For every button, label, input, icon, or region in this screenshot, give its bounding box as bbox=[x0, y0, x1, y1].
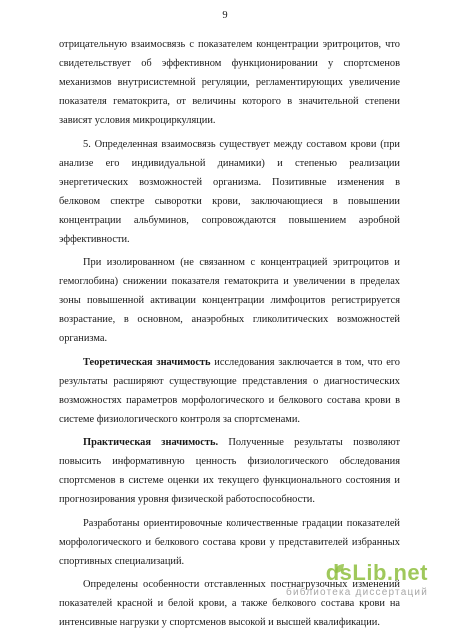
paragraph-3-text: При изолированном (не связанном с концентрацией эритроцитов и гемоглобина) снижении показателя гематокрита и увеличении в пределах зоны повышенной активации концентрации лимфоцитов регистрируется возрастание, в основном, анаэробных гликолитических возможностей организма. bbox=[59, 257, 400, 344]
paragraph-1 bbox=[59, 35, 400, 130]
paragraph-5-text: Полученные результаты позволяют повысить информативную ценность физиологического обследования спортсменов в системе оценки их текущего функционального состояния и прогнозирования уровня физической работоспособности. bbox=[59, 437, 400, 505]
paragraph-1-text: отрицательную взаимосвязь с показателем концентрации эритроцитов, что свидетельствует об эффективном функционировании у спортсменов механизмов внутрисистемной регуляции, регламентирующих увеличение показателя гематокрита, от величины которого в значительной степени зависят условия микроциркуляции. bbox=[59, 39, 400, 126]
paragraph-3 bbox=[59, 253, 400, 348]
paragraph-theoretical-significance bbox=[59, 353, 400, 429]
practical-significance-heading: Практическая значимость. bbox=[83, 437, 219, 448]
page-number: 9 bbox=[222, 10, 228, 21]
watermark-logo: dsLib.net bbox=[325, 560, 428, 585]
watermark bbox=[238, 560, 428, 602]
theoretical-significance-heading: Теоретическая значимость bbox=[83, 356, 211, 368]
paragraph-2-text: 5. Определенная взаимосвязь существует между составом крови (при анализе его индивидуальной динамики) и степенью реализации энергетических возможностей организма. Позитивные изменения в белковом спектре сыворотки крови, заключающиеся в повышении концентрации альбуминов, сопровождаются повышением аэробной эффективности. bbox=[59, 138, 400, 245]
document-text bbox=[59, 35, 400, 637]
paragraph-2 bbox=[59, 135, 400, 249]
paragraph-4-text: исследования заключается в том, что его результаты расширяют существующие представления о диагностических возможностях параметров морфологического и белкового состава крови в системе физиологического контроля за спортсменами. bbox=[59, 356, 401, 425]
paragraph-7-text: Определены особенности отставленных постнагрузочных изменений показателей красной и белой крови, а также белкового состава крови на интенсивные нагрузки у спортсменов высокой и высшей квалификации. bbox=[59, 579, 400, 628]
watermark-subtitle: библиотека диссертаций bbox=[286, 587, 428, 598]
paragraph-6-text: Разработаны ориентировочные количественные градации показателей морфологического и белкового состава крови у представителей избранных спортивных специализаций. bbox=[59, 517, 400, 567]
paragraph-practical-significance bbox=[59, 433, 400, 509]
